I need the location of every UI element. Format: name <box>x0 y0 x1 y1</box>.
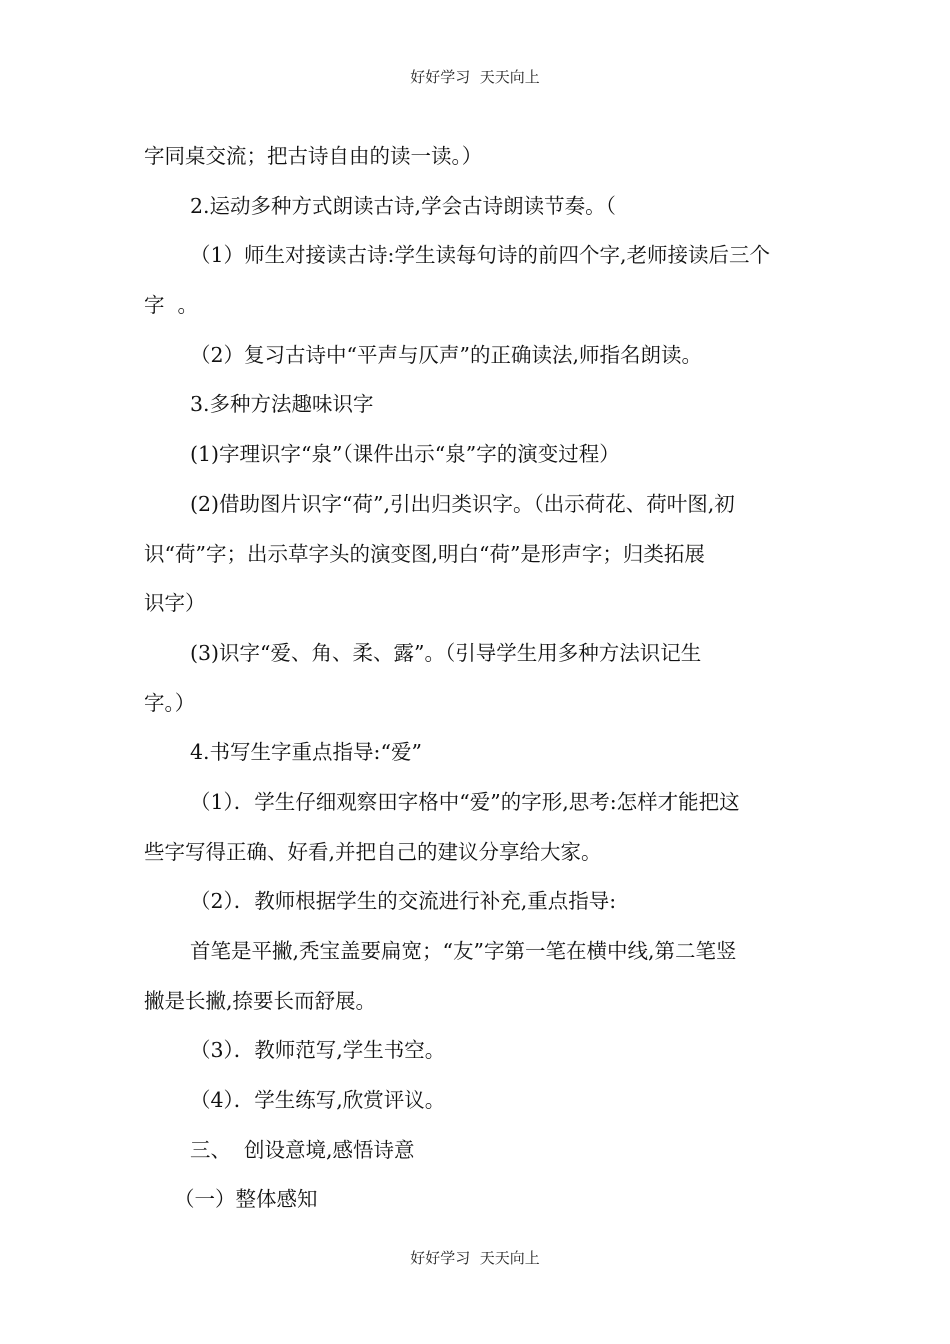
paragraph-line: （1）．学生仔细观察田字格中“爱”的字形,思考:怎样才能把这 <box>190 789 740 814</box>
paragraph-line: 字。） <box>144 690 196 715</box>
paragraph-line: 识字） <box>144 591 206 616</box>
paragraph-line: （3）．教师范写,学生书空。 <box>190 1038 446 1063</box>
paragraph-line: （2）复习古诗中“平声与仄声”的正确读法,师指名朗读。 <box>190 342 703 367</box>
paragraph-line: 字同桌交流；把古诗自由的读一读。） <box>144 144 483 168</box>
paragraph-line: 2.运动多种方式朗读古诗,学会古诗朗读节奏。（ <box>190 193 616 218</box>
subsection-heading: （一）整体感知 <box>174 1187 318 1212</box>
paragraph-line: 识“荷”字；出示草字头的演变图,明白“荷”是形声字；归类拓展 <box>144 541 705 566</box>
paragraph-line: 首笔是平撇,秃宝盖要扁宽；“友”字第一笔在横中线,第二笔竖 <box>190 939 737 963</box>
paragraph-line: （4）．学生练写,欣赏评议。 <box>190 1088 446 1113</box>
paragraph-line: 字 。 <box>144 293 199 318</box>
paragraph-line: 撇是长撇,捺要长而舒展。 <box>144 988 377 1013</box>
paragraph-line: 3.多种方法趣味识字 <box>190 392 374 417</box>
paragraph-line: （1）师生对接读古诗:学生读每句诗的前四个字,老师接读后三个 <box>190 243 770 268</box>
paragraph-line: （2）．教师根据学生的交流进行补充,重点指导: <box>190 889 617 914</box>
page-header: 好好学习 天天向上 <box>410 68 540 86</box>
paragraph-line: (1)字理识字“泉”（课件出示“泉”字的演变过程） <box>190 442 620 467</box>
paragraph-line: (3)识字“爱、角、柔、露”。（引导学生用多种方法识记生 <box>190 640 702 665</box>
page-footer: 好好学习 天天向上 <box>410 1249 540 1267</box>
paragraph-line: 些字写得正确、好看,并把自己的建议分享给大家。 <box>144 839 602 864</box>
section-heading: 三、 创设意境,感悟诗意 <box>190 1137 415 1162</box>
paragraph-line: (2)借助图片识字“荷”,引出归类识字。（出示荷花、荷叶图,初 <box>190 491 735 516</box>
document-body <box>144 132 810 1225</box>
paragraph-line: 4.书写生字重点指导:“爱” <box>190 740 422 765</box>
